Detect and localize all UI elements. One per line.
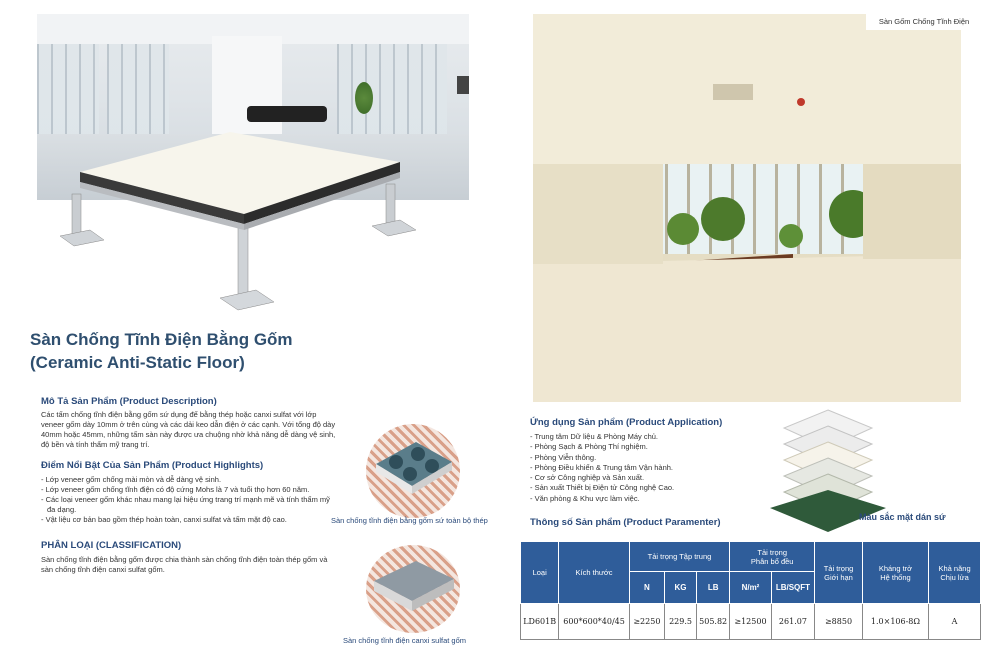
spec-heading: Thông số Sản phẩm (Product Paramenter) [530,517,721,528]
application-item: - Trung tâm Dữ liệu & Phòng Máy chủ. [530,432,658,441]
steel-tile-thumbnail [366,424,460,518]
col-concentrated: Tải trọng Tập trung [629,542,729,572]
calcium-tile-thumbnail [366,545,460,633]
cell-resist: 1.0×106-8Ω [862,604,928,640]
application-item: - Sản xuất Thiết bị Điện tử Công nghệ Cao. [530,483,675,493]
col-distributed-line2: Phân bổ đều [750,556,794,566]
col-type: Loại [521,542,559,604]
col-resist [862,542,928,604]
highlight-line: - Các loại veneer gốm khác nhau mang lại hiệu ứng trang trí mạnh mẽ và tính thẩm mỹ [41,495,330,504]
plant [355,82,373,114]
window [37,44,99,136]
col-n: N [629,572,664,604]
calcium-tile-caption: Sàn chống tĩnh điện canxi sulfat gốm [343,636,466,645]
description-line: độ bền và tính thẩm mỹ trang trí. [41,440,150,449]
col-nm2: N/m² [730,572,771,604]
spec-table [520,541,981,640]
lobby-illustration [533,14,961,402]
raised-floor-tile-illustration [60,132,420,322]
cell-type: LD601B [521,604,559,640]
application-item: - Phòng Điều khiển & Trung tâm Vận hành. [530,462,674,472]
highlight-line: - Lớp veneer gốm chống tĩnh điện có độ cứng Mohs là 7 và tuổi thọ hơn 60 năm. [41,485,310,494]
product-subtitle: (Ceramic Anti-Static Floor) [30,353,245,372]
application-item: - Văn phòng & Khu vực làm việc. [530,493,640,503]
col-lb: LB [697,572,730,604]
cell-size: 600*600*40/45 [559,604,629,640]
cell-lb: 505.82 [697,604,730,640]
col-lbsqft: LB/SQFT [771,572,815,604]
application-heading: Ứng dụng Sản phẩm (Product Application) [530,417,723,428]
col-distributed-line1: Tải trọng [757,547,787,557]
sofa [247,106,327,122]
application-item: - Phòng Sạch & Phòng Thí nghiệm. [530,442,648,452]
classification-text [41,555,371,575]
classification-heading: PHÂN LOẠI (CLASSIFICATION) [41,540,182,551]
highlights-heading: Điểm Nổi Bật Của Sản Phẩm (Product Highlights) [41,460,264,471]
classification-line: Sàn chống tĩnh điện bằng gốm được chia thành sàn chống tĩnh điện toàn thép gốm và [41,555,328,564]
col-resist-line1: Kháng trở [878,563,913,573]
col-kg: KG [664,572,696,604]
wall-frame [457,76,469,94]
lobby-hero-photo [533,14,961,402]
col-limit-line1: Tải trọng [823,563,854,573]
steel-tile-caption: Sàn chống tĩnh điện bằng gốm sứ toàn bộ thép [331,516,488,525]
calcium-tile-icon [366,545,460,633]
highlights-text [41,475,371,525]
cell-lbsqft: 261.07 [771,604,815,640]
cell-nm2: ≥12500 [730,604,771,640]
spec-header-row [521,542,981,572]
window [337,44,447,136]
spec-row [521,604,981,640]
highlight-line: - Vật liệu cơ bản bao gồm thép hoàn toàn, canxi sulfat và tấm mặt độ cao. [41,515,287,524]
classification-line: sàn chống tĩnh điện canxi sulfat gốm. [41,565,165,574]
tile-samples-caption: Màu sắc mặt dán sứ [859,512,946,522]
col-fire [929,542,981,604]
description-heading: Mô Tả Sản Phẩm (Product Description) [41,396,217,407]
application-item: - Cơ sở Công nghiệp và Sản xuất. [530,473,645,483]
description-text [41,410,371,450]
section-tag: Sàn Gốm Chống Tĩnh Điện [866,14,982,30]
cell-fire: A [929,604,981,640]
col-fire-line2: Chịu lửa [940,572,969,582]
col-limit [815,542,863,604]
col-fire-line1: Khả năng [938,563,971,573]
product-title-block [30,328,293,374]
cell-kg: 229.5 [664,604,696,640]
steel-tile-icon [366,424,460,518]
cell-n: ≥2250 [629,604,664,640]
cell-limit: ≥8850 [815,604,863,640]
description-line: veneer gốm dày 10mm ở trên cùng và các dải keo dẫn điện ở các cạnh. Với tổng độ dày [41,420,336,429]
description-line: Các tấm chống tĩnh điện bằng gốm sứ dụng đế bằng thép hoặc canxi sulfat với lớp [41,410,317,419]
col-size: Kích thước [559,542,629,604]
col-resist-line2: Hệ thống [880,572,911,582]
window [107,44,169,136]
col-limit-line2: Giới hạn [824,572,853,582]
application-list [530,432,674,504]
highlight-line: - Lớp veneer gốm chống mài mòn và dễ dàng vệ sinh. [41,475,222,484]
description-line: 40mm hoặc 45mm, những tấm sàn này được ưa chuộng nhờ khả năng dễ dàng vệ sinh, [41,430,336,439]
product-title: Sàn Chống Tĩnh Điện Bằng Gốm [30,330,293,349]
application-item: - Phòng Viễn thông. [530,452,597,462]
col-distributed [730,542,815,572]
highlight-line: đa dạng. [47,505,77,514]
